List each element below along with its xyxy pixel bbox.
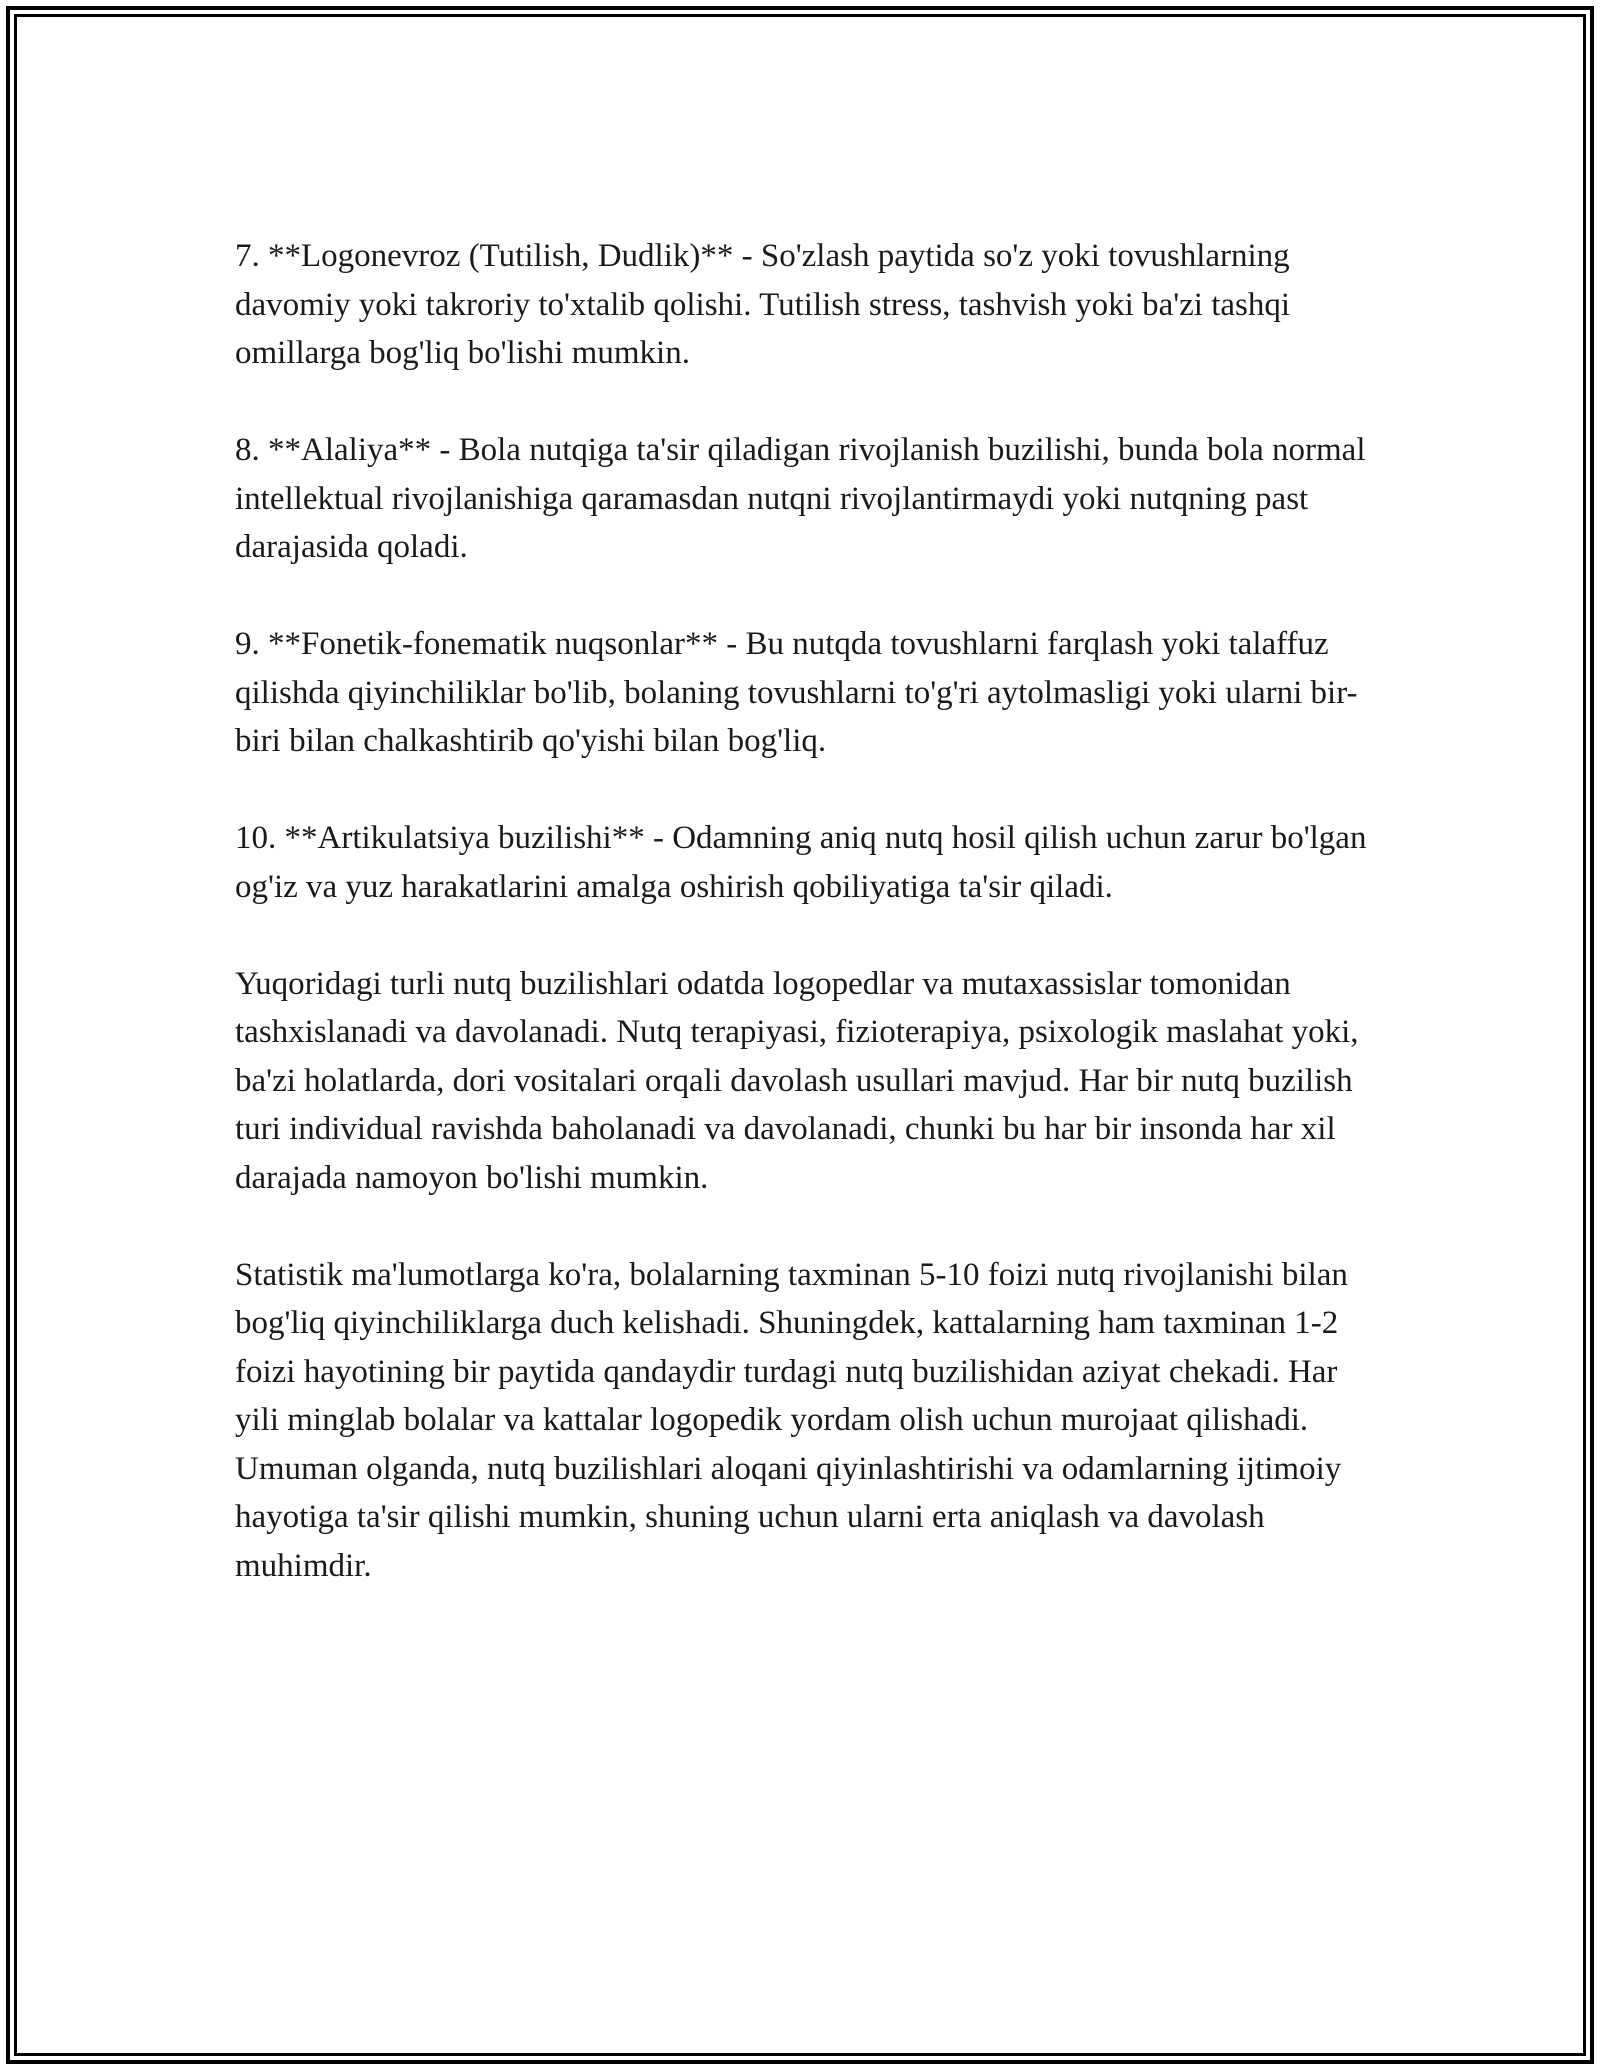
paragraph-artikulatsiya: 10. **Artikulatsiya buzilishi** - Odamning aniq nutq hosil qilish uchun zarur bo'lgan og'iz va yuz harakatlarini amalga oshirish qobiliyatiga ta'sir qiladi. [235, 820, 1367, 905]
paragraph-alaliya: 8. **Alaliya** - Bola nutqiga ta'sir qiladigan rivojlanish buzilishi, bunda bola normal intellektual rivojlanishiga qaramasdan nutqni rivojlantirmaydi yoki nutqning past darajasida qoladi. [235, 432, 1366, 565]
paragraph-treatment-summary: Yuqoridagi turli nutq buzilishlari odatda logopedlar va mutaxassislar tomonidan tashxislanadi va davolanadi. Nutq terapiyasi, fizioterapiya, psixologik maslahat yoki, ba'zi holatlarda, dori vositalari orqali davolash usullari mavjud. Har bir nutq buzilish turi individual ravishda baholanadi va davolanadi, chunki bu har bir insonda har xil darajada namoyon bo'lishi mumkin. [235, 965, 1359, 1196]
paragraph-fonetik-fonematik: 9. **Fonetik-fonematik nuqsonlar** - Bu nutqda tovushlarni farqlash yoki talaffuz qilishda qiyinchiliklar bo'lib, bolaning tovushlarni to'g'ri aytolmasligi yoki ularni bir-biri bilan chalkashtirib qo'yishi bilan bog'liq. [235, 626, 1358, 759]
paragraph-logonevroz: 7. **Logonevroz (Tutilish, Dudlik)** - So'zlash paytida so'z yoki tovushlarning davomiy yoki takroriy to'xtalib qolishi. Tutilish stress, tashvish yoki ba'zi tashqi omillarga bog'liq bo'lishi mumkin. [235, 238, 1291, 371]
document-body [235, 232, 1375, 1639]
paragraph-statistics: Statistik ma'lumotlarga ko'ra, bolalarning taxminan 5-10 foizi nutq rivojlanishi bilan bog'liq qiyinchiliklarga duch kelishadi. Shuningdek, kattalarning ham taxminan 1-2 foizi hayotining bir paytida qandaydir turdagi nutq buzilishidan aziyat chekadi. Har yili minglab bolalar va kattalar logopedik yordam olish uchun murojaat qilishadi. Umuman olganda, nutq buzilishlari aloqani qiyinlashtirishi va odamlarning ijtimoiy hayotiga ta'sir qilishi mumkin, shuning uchun ularni erta aniqlash va davolash muhimdir. [235, 1256, 1348, 1584]
